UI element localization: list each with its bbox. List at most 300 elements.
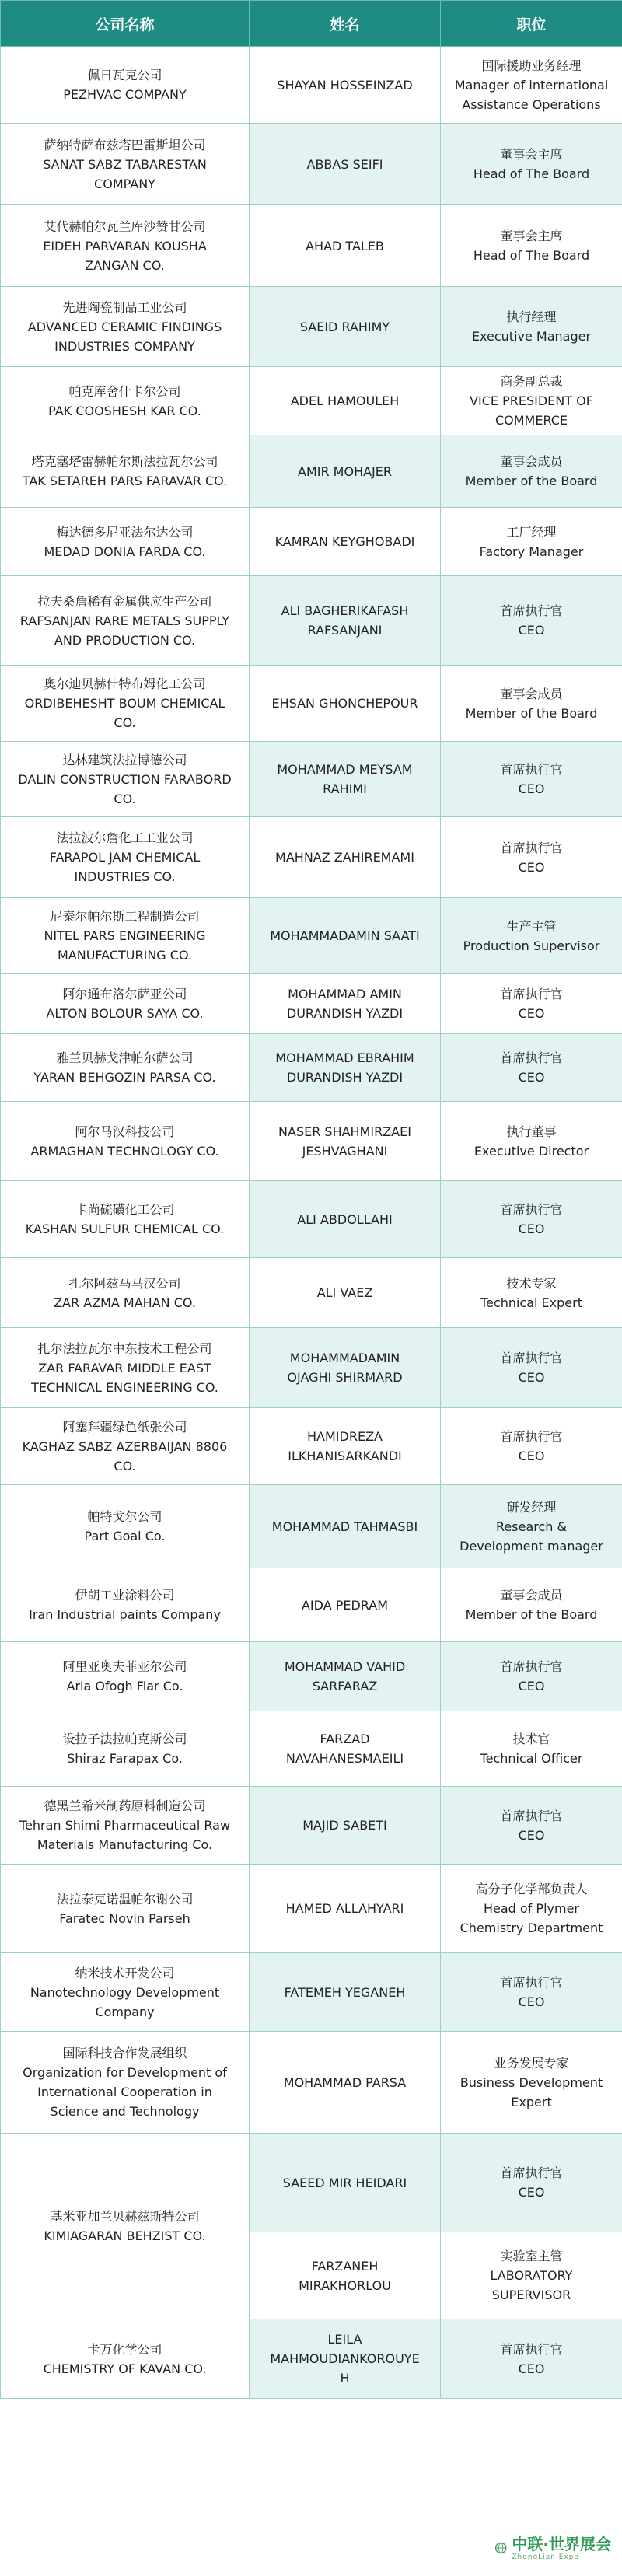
header-name: 姓名 bbox=[250, 1, 441, 47]
name-line: MAHNAZ ZAHIREMAMI bbox=[275, 850, 414, 865]
watermark-en: ZhongLian Expo bbox=[512, 2553, 580, 2561]
company-line: TAK SETAREH PARS FARAVAR CO. bbox=[22, 474, 228, 488]
table-row bbox=[1, 1642, 622, 1711]
position-cell bbox=[441, 2319, 622, 2399]
name-line: MOHAMMAD TAHMASBI bbox=[271, 1519, 418, 1534]
name-cell bbox=[250, 576, 441, 666]
name-cell bbox=[250, 287, 441, 367]
header-position: 职位 bbox=[441, 1, 622, 47]
position-line: Head of The Board bbox=[473, 166, 590, 181]
table-row bbox=[1, 47, 622, 124]
table-row bbox=[1, 2319, 622, 2399]
position-line: 董事会成员 bbox=[500, 1588, 563, 1603]
company-line: KAGHAZ SABZ AZERBAIJAN 8806 bbox=[22, 1438, 228, 1454]
company-line: Part Goal Co. bbox=[84, 1529, 166, 1543]
position-line: 研发经理 bbox=[506, 1499, 557, 1515]
position-line: 首席执行官 bbox=[500, 1050, 563, 1065]
company-line: Shiraz Farapax Co. bbox=[67, 1751, 183, 1766]
company-cell bbox=[1, 1485, 250, 1568]
position-line: 首席执行官 bbox=[500, 1429, 563, 1444]
name-cell bbox=[250, 974, 441, 1034]
company-line: KIMIAGARAN BEHZIST CO. bbox=[44, 2228, 206, 2243]
company-cell bbox=[1, 1568, 250, 1642]
name-line: EHSAN GHONCHEPOUR bbox=[271, 696, 418, 711]
position-line: Member of the Board bbox=[465, 474, 598, 488]
position-line: Development manager bbox=[460, 1538, 603, 1554]
position-line: Business Development bbox=[460, 2074, 603, 2090]
company-line: 拉夫桑詹稀有金属供应生产公司 bbox=[37, 593, 212, 609]
name-cell bbox=[250, 1328, 441, 1408]
table-row bbox=[1, 508, 622, 576]
position-line: Chemistry Department bbox=[460, 1921, 603, 1935]
name-line: AHAD TALEB bbox=[306, 238, 384, 253]
name-cell bbox=[250, 1102, 441, 1181]
position-line: 首席执行官 bbox=[500, 2341, 563, 2357]
company-line: MEDAD DONIA FARDA CO. bbox=[44, 544, 206, 559]
name-line: SARFARAZ bbox=[312, 1679, 378, 1693]
company-cell bbox=[1, 2134, 250, 2319]
company-line: 法拉波尔詹化工工业公司 bbox=[56, 830, 194, 845]
company-cell bbox=[1, 1642, 250, 1711]
position-line: Member of the Board bbox=[465, 1607, 598, 1622]
position-line: SUPERVISOR bbox=[491, 2288, 571, 2302]
position-cell bbox=[441, 287, 622, 367]
table-row bbox=[1, 898, 622, 974]
company-line: 伊朗工业涂料公司 bbox=[75, 1588, 175, 1603]
name-line: SAEED MIR HEIDARI bbox=[282, 2175, 407, 2190]
name-line: OJAGHI SHIRMARD bbox=[287, 1370, 403, 1385]
company-line: ZAR AZMA MAHAN CO. bbox=[54, 1295, 196, 1310]
position-line: 首席执行官 bbox=[500, 1808, 563, 1823]
company-line: ARMAGHAN TECHNOLOGY CO. bbox=[30, 1143, 219, 1159]
name-line: HAMED ALLAHYARI bbox=[285, 1901, 404, 1916]
company-cell bbox=[1, 508, 250, 576]
company-cell bbox=[1, 367, 250, 435]
name-cell bbox=[250, 2134, 441, 2232]
company-cell bbox=[1, 2032, 250, 2134]
table-row bbox=[1, 2032, 622, 2134]
company-line: 萨纳特萨布兹塔巴雷斯坦公司 bbox=[44, 137, 206, 152]
company-line: 梅达德多尼亚法尔达公司 bbox=[56, 524, 194, 540]
table-row bbox=[1, 1711, 622, 1787]
name-cell bbox=[250, 1953, 441, 2032]
name-line: MAHMOUDIANKOROUYE bbox=[270, 2351, 420, 2366]
company-cell bbox=[1, 1408, 250, 1485]
company-line: 先进陶瓷制品工业公司 bbox=[62, 299, 187, 315]
position-cell bbox=[441, 666, 622, 742]
position-line: 技术专家 bbox=[506, 1275, 557, 1291]
name-cell bbox=[250, 1181, 441, 1258]
name-cell bbox=[250, 2319, 441, 2399]
position-cell bbox=[441, 974, 622, 1034]
company-line: ALTON BOLOUR SAYA CO. bbox=[46, 1006, 204, 1021]
position-line: Manager of international bbox=[454, 77, 609, 93]
name-line: ILKHANISARKANDI bbox=[288, 1449, 402, 1463]
position-line: 工厂经理 bbox=[506, 524, 557, 540]
position-line: COMMERCE bbox=[494, 413, 568, 428]
company-cell bbox=[1, 1102, 250, 1181]
position-cell bbox=[441, 124, 622, 205]
name-cell bbox=[250, 2232, 441, 2319]
position-line: Expert bbox=[511, 2094, 552, 2109]
position-line: 董事会成员 bbox=[500, 686, 563, 701]
position-cell bbox=[441, 2032, 622, 2134]
position-cell bbox=[441, 1953, 622, 2032]
position-cell bbox=[441, 1865, 622, 1953]
position-line: 执行经理 bbox=[506, 309, 557, 324]
position-cell bbox=[441, 1787, 622, 1865]
position-line: 首席执行官 bbox=[500, 603, 563, 618]
company-line: 达林建筑法拉博德公司 bbox=[62, 752, 187, 767]
position-line: Production Supervisor bbox=[463, 938, 600, 953]
table-row bbox=[1, 742, 622, 817]
company-line: 阿里亚奥夫菲亚尔公司 bbox=[62, 1659, 187, 1674]
name-line: KAMRAN KEYGHOBADI bbox=[274, 534, 415, 549]
position-line: Head of The Board bbox=[473, 248, 590, 263]
company-line: 扎尔阿兹马马汉公司 bbox=[68, 1275, 181, 1291]
name-cell bbox=[250, 1787, 441, 1865]
table-row bbox=[1, 124, 622, 205]
company-cell bbox=[1, 1865, 250, 1953]
company-line: Materials Manufacturing Co. bbox=[37, 1837, 213, 1852]
position-cell bbox=[441, 508, 622, 576]
position-line: 董事会主席 bbox=[500, 147, 563, 162]
position-cell bbox=[441, 1711, 622, 1787]
position-line: CEO bbox=[518, 1370, 545, 1385]
name-cell bbox=[250, 1568, 441, 1642]
name-cell bbox=[250, 1408, 441, 1485]
table-row bbox=[1, 1568, 622, 1642]
table-row bbox=[1, 287, 622, 367]
company-line: 塔克塞塔雷赫帕尔斯法拉瓦尔公司 bbox=[31, 454, 218, 469]
position-line: Head of Plymer bbox=[484, 1901, 579, 1916]
position-line: 首席执行官 bbox=[500, 1202, 563, 1217]
name-cell bbox=[250, 1865, 441, 1953]
name-line: JESHVAGHANI bbox=[302, 1143, 388, 1159]
globe-logo-icon bbox=[494, 2536, 507, 2560]
company-cell bbox=[1, 435, 250, 508]
table-row bbox=[1, 817, 622, 898]
name-cell bbox=[250, 47, 441, 124]
position-cell bbox=[441, 2134, 622, 2232]
company-line: AND PRODUCTION CO. bbox=[54, 632, 196, 648]
table-row bbox=[1, 367, 622, 435]
position-line: 技术官 bbox=[512, 1732, 550, 1746]
position-cell bbox=[441, 47, 622, 124]
table-row bbox=[1, 1865, 622, 1953]
name-cell bbox=[250, 1711, 441, 1787]
company-cell bbox=[1, 1787, 250, 1865]
table-row bbox=[1, 435, 622, 508]
company-cell bbox=[1, 817, 250, 898]
position-line: 首席执行官 bbox=[500, 1975, 563, 1990]
name-line: AIDA PEDRAM bbox=[301, 1597, 389, 1613]
name-cell bbox=[250, 435, 441, 508]
name-line: DURANDISH YAZDI bbox=[286, 1070, 404, 1085]
position-line: CEO bbox=[518, 1679, 545, 1693]
name-line: RAHIMI bbox=[323, 781, 367, 796]
table-row bbox=[1, 1953, 622, 2032]
name-cell bbox=[250, 742, 441, 817]
company-line: SANAT SABZ TABARESTAN bbox=[43, 156, 207, 172]
position-line: 首席执行官 bbox=[500, 2165, 563, 2180]
table-row bbox=[1, 974, 622, 1034]
position-cell bbox=[441, 1568, 622, 1642]
position-line: CEO bbox=[518, 2185, 545, 2200]
company-line: FARAPOL JAM CHEMICAL bbox=[49, 850, 201, 865]
table-header-row bbox=[1, 1, 622, 47]
company-cell bbox=[1, 47, 250, 124]
position-line: 高分子化学部负责人 bbox=[475, 1882, 588, 1896]
name-line: MOHAMMAD MEYSAM bbox=[277, 762, 413, 777]
position-line: Executive Director bbox=[473, 1143, 589, 1159]
company-line: PAK COOSHESH KAR CO. bbox=[48, 403, 201, 418]
company-line: RAFSANJAN RARE METALS SUPPLY bbox=[19, 613, 230, 628]
position-cell bbox=[441, 1181, 622, 1258]
position-line: 业务发展专家 bbox=[494, 2055, 569, 2071]
watermark-text bbox=[512, 2535, 611, 2561]
position-line: Member of the Board bbox=[465, 705, 598, 721]
position-cell bbox=[441, 2232, 622, 2319]
position-cell bbox=[441, 1034, 622, 1102]
company-line: 德黑兰希米制药原料制造公司 bbox=[44, 1798, 206, 1813]
company-line: ZAR FARAVAR MIDDLE EAST bbox=[38, 1360, 211, 1375]
company-line: ORDIBEHESHT BOUM CHEMICAL bbox=[24, 696, 225, 711]
company-line: 尼泰尔帕尔斯工程制造公司 bbox=[50, 909, 200, 924]
table-row bbox=[1, 1328, 622, 1408]
table-row bbox=[1, 576, 622, 666]
name-line: MOHAMMAD AMIN bbox=[288, 987, 402, 1001]
position-cell bbox=[441, 1408, 622, 1485]
name-line: MIRAKHORLOU bbox=[299, 2277, 391, 2293]
watermark-cn: 中联·世界展会 bbox=[512, 2535, 611, 2553]
position-line: CEO bbox=[518, 623, 545, 638]
company-line: 奥尔迪贝赫什特布姆化工公司 bbox=[44, 676, 206, 691]
position-line: CEO bbox=[518, 781, 545, 796]
name-line: FARZANEH bbox=[311, 2258, 379, 2274]
position-line: 商务副总裁 bbox=[500, 374, 563, 389]
company-cell bbox=[1, 1328, 250, 1408]
position-line: 首席执行官 bbox=[500, 840, 563, 855]
position-line: CEO bbox=[518, 2361, 545, 2376]
name-line: DURANDISH YAZDI bbox=[286, 1006, 404, 1021]
name-cell bbox=[250, 898, 441, 974]
position-line: Technical Expert bbox=[480, 1295, 582, 1310]
name-cell bbox=[250, 1642, 441, 1711]
name-line: MOHAMMAD EBRAHIM bbox=[275, 1050, 414, 1065]
position-cell bbox=[441, 367, 622, 435]
name-line: ADEL HAMOULEH bbox=[290, 393, 400, 408]
table-row bbox=[1, 1102, 622, 1181]
position-line: Executive Manager bbox=[471, 329, 592, 344]
company-line: MANUFACTURING CO. bbox=[58, 948, 192, 963]
table-row bbox=[1, 1034, 622, 1102]
company-cell bbox=[1, 974, 250, 1034]
position-line: 国际援助业务经理 bbox=[481, 58, 582, 73]
company-line: ZANGAN CO. bbox=[85, 257, 165, 273]
name-cell bbox=[250, 124, 441, 205]
position-cell bbox=[441, 898, 622, 974]
name-line: ALI BAGHERIKAFASH bbox=[281, 603, 409, 618]
position-line: 实验室主管 bbox=[500, 2249, 563, 2263]
name-line: MOHAMMADAMIN SAATI bbox=[270, 928, 420, 943]
company-line: 卡尚硫磺化工公司 bbox=[75, 1202, 175, 1217]
company-line: YARAN BEHGOZIN PARSA CO. bbox=[33, 1070, 216, 1085]
position-line: Assistance Operations bbox=[462, 96, 601, 112]
company-line: International Cooperation in bbox=[37, 2085, 212, 2099]
company-line: 佩日瓦克公司 bbox=[87, 68, 162, 82]
company-line: TECHNICAL ENGINEERING CO. bbox=[31, 1379, 218, 1395]
company-cell bbox=[1, 576, 250, 666]
company-cell bbox=[1, 1034, 250, 1102]
name-line: MOHAMMADAMIN bbox=[289, 1351, 400, 1365]
company-line: 艾代赫帕尔瓦兰库沙赞甘公司 bbox=[44, 218, 206, 234]
position-cell bbox=[441, 435, 622, 508]
company-line: 扎尔法拉瓦尔中东技术工程公司 bbox=[37, 1340, 212, 1356]
position-line: LABORATORY bbox=[490, 2268, 573, 2283]
company-line: 纳米技术开发公司 bbox=[75, 1965, 175, 1980]
company-cell bbox=[1, 205, 250, 287]
name-line: AMIR MOHAJER bbox=[298, 463, 392, 479]
position-line: CEO bbox=[518, 859, 545, 875]
company-line: 帕特戈尔公司 bbox=[87, 1509, 162, 1524]
company-line: 设拉子法拉帕克斯公司 bbox=[62, 1732, 187, 1746]
position-cell bbox=[441, 205, 622, 287]
company-line: CO. bbox=[114, 791, 136, 806]
company-line: 阿尔马汉科技公司 bbox=[75, 1124, 175, 1139]
company-line: 雅兰贝赫戈津帕尔萨公司 bbox=[56, 1050, 194, 1065]
position-cell bbox=[441, 1328, 622, 1408]
table-row bbox=[1, 1485, 622, 1568]
position-cell bbox=[441, 817, 622, 898]
position-line: 生产主管 bbox=[506, 918, 557, 934]
name-line: MOHAMMAD PARSA bbox=[283, 2074, 407, 2090]
position-line: Factory Manager bbox=[479, 544, 584, 559]
company-cell bbox=[1, 124, 250, 205]
position-line: Research & bbox=[496, 1519, 567, 1534]
table-row bbox=[1, 1258, 622, 1328]
watermark bbox=[494, 2526, 611, 2570]
position-line: CEO bbox=[518, 1994, 545, 2009]
name-cell bbox=[250, 1485, 441, 1568]
company-line: Iran Industrial paints Company bbox=[29, 1607, 221, 1622]
company-cell bbox=[1, 1711, 250, 1787]
company-line: 基米亚加兰贝赫兹斯特公司 bbox=[50, 2209, 200, 2224]
company-cell bbox=[1, 1953, 250, 2032]
name-line: MOHAMMAD VAHID bbox=[284, 1659, 406, 1674]
name-line: ALI VAEZ bbox=[316, 1285, 373, 1300]
name-line: MAJID SABETI bbox=[302, 1818, 387, 1833]
position-line: 首席执行官 bbox=[500, 1659, 563, 1674]
position-cell bbox=[441, 1258, 622, 1328]
company-line: PEZHVAC COMPANY bbox=[63, 87, 187, 102]
company-line: KASHAN SULFUR CHEMICAL CO. bbox=[25, 1222, 225, 1236]
company-line: Aria Ofogh Fiar Co. bbox=[66, 1679, 183, 1693]
company-line: Organization for Development of bbox=[23, 2065, 227, 2080]
position-line: 首席执行官 bbox=[500, 987, 563, 1001]
position-line: 董事会成员 bbox=[500, 454, 563, 469]
position-line: CEO bbox=[518, 1449, 545, 1463]
company-line: ADVANCED CERAMIC FINDINGS bbox=[27, 319, 222, 334]
name-line: H bbox=[340, 2371, 350, 2386]
company-line: 法拉泰克诺温帕尔谢公司 bbox=[56, 1891, 194, 1907]
name-line: NASER SHAHMIRZAEI bbox=[278, 1124, 411, 1139]
company-cell bbox=[1, 742, 250, 817]
table-row bbox=[1, 1408, 622, 1485]
position-line: VICE PRESIDENT OF bbox=[470, 393, 593, 408]
company-cell bbox=[1, 2319, 250, 2399]
position-line: CEO bbox=[518, 1827, 545, 1843]
company-cell bbox=[1, 1258, 250, 1328]
company-line: 卡万化学公司 bbox=[87, 2341, 162, 2357]
name-cell bbox=[250, 1034, 441, 1102]
name-cell bbox=[250, 508, 441, 576]
name-line: NAVAHANESMAEILI bbox=[285, 1751, 404, 1766]
company-line: INDUSTRIES CO. bbox=[74, 869, 176, 884]
table-body bbox=[1, 47, 622, 2399]
company-line: NITEL PARS ENGINEERING bbox=[44, 928, 206, 943]
name-line: ALI ABDOLLAHI bbox=[297, 1211, 393, 1227]
company-cell bbox=[1, 666, 250, 742]
position-line: CEO bbox=[518, 1006, 545, 1021]
position-cell bbox=[441, 742, 622, 817]
name-line: SAEID RAHIMY bbox=[299, 319, 390, 334]
name-cell bbox=[250, 2032, 441, 2134]
name-cell bbox=[250, 367, 441, 435]
company-line: 帕克库舍什卡尔公司 bbox=[68, 383, 181, 399]
position-line: Technical Officer bbox=[480, 1751, 583, 1766]
company-line: 阿塞拜疆绿色纸张公司 bbox=[62, 1419, 187, 1435]
company-line: Nanotechnology Development bbox=[30, 1984, 220, 2000]
position-line: CEO bbox=[518, 1070, 545, 1085]
table-row bbox=[1, 1787, 622, 1865]
position-cell bbox=[441, 1485, 622, 1568]
company-line: CO. bbox=[114, 715, 136, 730]
company-cell bbox=[1, 1181, 250, 1258]
company-line: CHEMISTRY OF KAVAN CO. bbox=[43, 2361, 207, 2376]
table-row bbox=[1, 2134, 622, 2232]
name-cell bbox=[250, 205, 441, 287]
company-line: COMPANY bbox=[94, 176, 156, 191]
name-line: LEILA bbox=[327, 2332, 362, 2347]
name-line: SHAYAN HOSSEINZAD bbox=[277, 77, 413, 93]
company-cell bbox=[1, 898, 250, 974]
company-line: Company bbox=[95, 2004, 155, 2019]
name-line: ABBAS SEIFI bbox=[306, 156, 383, 172]
name-line: RAFSANJANI bbox=[307, 623, 383, 638]
company-line: CO. bbox=[114, 1458, 136, 1473]
company-line: DALIN CONSTRUCTION FARABORD bbox=[18, 771, 232, 787]
position-line: 执行董事 bbox=[506, 1124, 557, 1139]
table-row bbox=[1, 205, 622, 287]
company-line: EIDEH PARVARAN KOUSHA bbox=[43, 238, 207, 253]
company-line: 国际科技合作发展组织 bbox=[62, 2046, 187, 2060]
position-cell bbox=[441, 1642, 622, 1711]
company-cell bbox=[1, 287, 250, 367]
company-line: Tehran Shimi Pharmaceutical Raw bbox=[19, 1818, 231, 1833]
position-line: CEO bbox=[518, 1222, 545, 1236]
position-cell bbox=[441, 576, 622, 666]
company-line: Science and Technology bbox=[50, 2104, 200, 2119]
position-line: 首席执行官 bbox=[500, 762, 563, 777]
table-row bbox=[1, 666, 622, 742]
name-cell bbox=[250, 1258, 441, 1328]
position-cell bbox=[441, 1102, 622, 1181]
name-line: FARZAD bbox=[320, 1732, 370, 1746]
name-cell bbox=[250, 666, 441, 742]
position-line: 董事会主席 bbox=[500, 229, 563, 243]
table-row bbox=[1, 1181, 622, 1258]
